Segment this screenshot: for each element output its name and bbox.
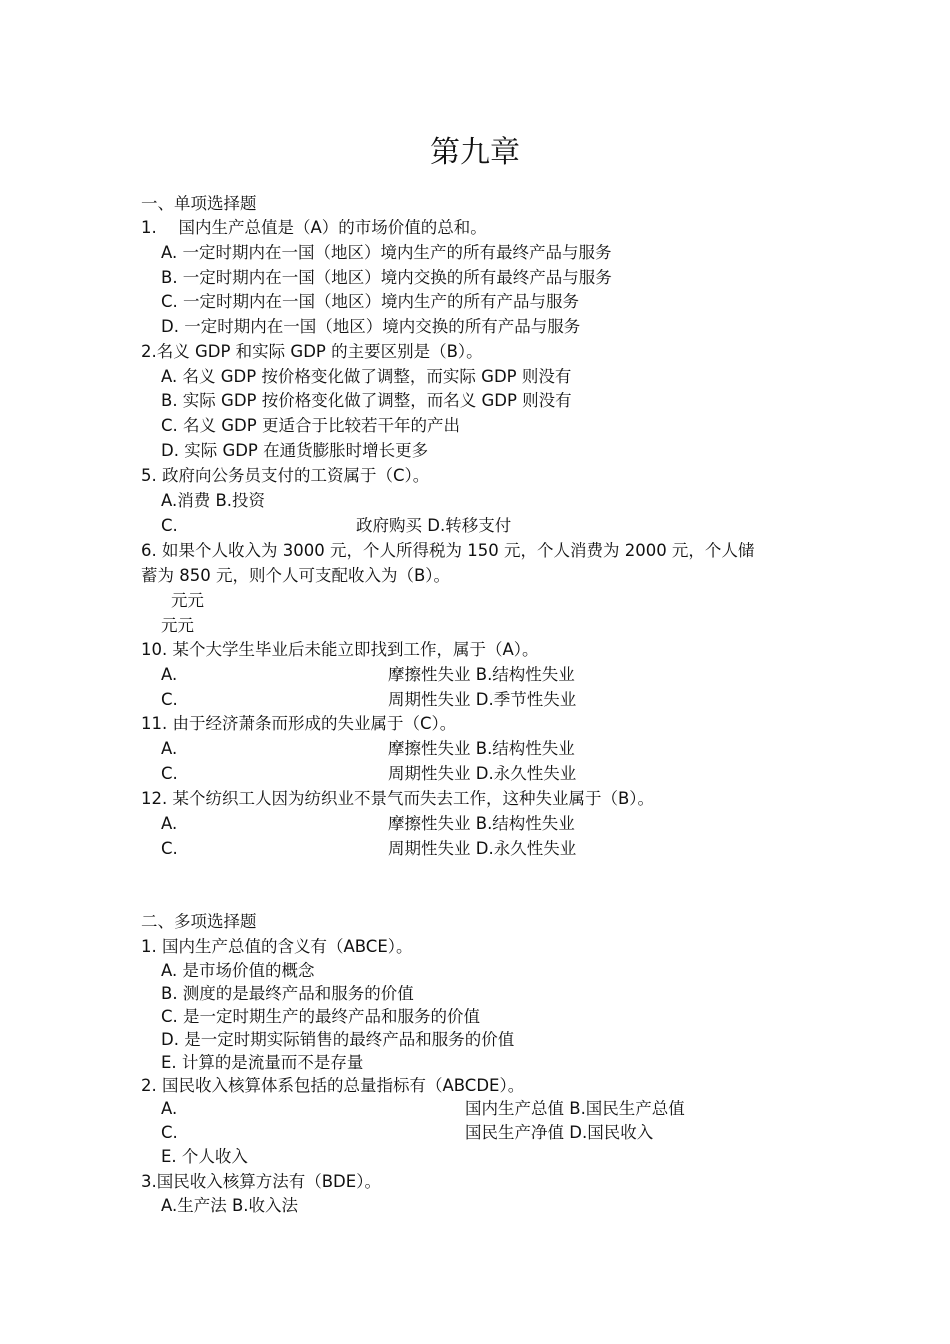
question-6-options-1: 元元 bbox=[171, 591, 204, 610]
mc-question-3-stem: 3.国民收入核算方法有（BDE）。 bbox=[141, 1172, 381, 1191]
mc-question-2-option-c-label: C. bbox=[161, 1123, 178, 1142]
mc-question-2-options-ab: 国内生产总值 B.国民生产总值 bbox=[465, 1099, 685, 1118]
mc-question-2-option-e: E. 个人收入 bbox=[161, 1147, 248, 1166]
question-12-stem: 12. 某个纺织工人因为纺织业不景气而失去工作，这种失业属于（B）。 bbox=[141, 789, 655, 808]
section-heading-multiple-choice: 二、多项选择题 bbox=[141, 912, 257, 931]
question-6-stem-line-2: 蓄为 850 元，则个人可支配收入为（B）。 bbox=[141, 566, 451, 585]
question-6-options-2: 元元 bbox=[161, 616, 194, 635]
question-10-option-c-label: C. bbox=[161, 690, 178, 709]
mc-question-1-option-c: C. 是一定时期生产的最终产品和服务的价值 bbox=[161, 1007, 481, 1026]
question-1-option-c: C. 一定时期内在一国（地区）境内生产的所有产品与服务 bbox=[161, 292, 580, 311]
page-title: 第九章 bbox=[430, 135, 520, 170]
question-1-stem: 1. 国内生产总值是（A）的市场价值的总和。 bbox=[141, 218, 487, 237]
mc-question-2-stem: 2. 国民收入核算体系包括的总量指标有（ABCDE）。 bbox=[141, 1076, 525, 1095]
mc-question-1-stem: 1. 国内生产总值的含义有（ABCE）。 bbox=[141, 937, 413, 956]
question-2-option-a: A. 名义 GDP 按价格变化做了调整，而实际 GDP 则没有 bbox=[161, 367, 572, 386]
question-12-option-a-label: A. bbox=[161, 814, 178, 833]
section-heading-single-choice: 一、单项选择题 bbox=[141, 194, 257, 213]
question-2-option-b: B. 实际 GDP 按价格变化做了调整，而名义 GDP 则没有 bbox=[161, 391, 572, 410]
question-2-option-c: C. 名义 GDP 更适合于比较若干年的产出 bbox=[161, 416, 460, 435]
question-11-options-ab: 摩擦性失业 B.结构性失业 bbox=[388, 739, 575, 758]
question-11-options-cd: 周期性失业 D.永久性失业 bbox=[388, 764, 577, 783]
question-5-option-c-label: C. bbox=[161, 516, 178, 535]
question-6-stem-line-1: 6. 如果个人收入为 3000 元，个人所得税为 150 元，个人消费为 2000 元，个人储 bbox=[141, 541, 755, 560]
question-1-option-d: D. 一定时期内在一国（地区）境内交换的所有产品与服务 bbox=[161, 317, 581, 336]
question-11-option-c-label: C. bbox=[161, 764, 178, 783]
mc-question-2-option-a-label: A. bbox=[161, 1099, 178, 1118]
mc-question-1-option-b: B. 测度的是最终产品和服务的价值 bbox=[161, 984, 414, 1003]
question-2-option-d: D. 实际 GDP 在通货膨胀时增长更多 bbox=[161, 441, 429, 460]
mc-question-1-option-a: A. 是市场价值的概念 bbox=[161, 961, 315, 980]
question-12-options-cd: 周期性失业 D.永久性失业 bbox=[388, 839, 577, 858]
question-12-option-c-label: C. bbox=[161, 839, 178, 858]
question-10-option-a-label: A. bbox=[161, 665, 178, 684]
question-10-options-ab: 摩擦性失业 B.结构性失业 bbox=[388, 665, 575, 684]
question-10-stem: 10. 某个大学生毕业后未能立即找到工作，属于（A）。 bbox=[141, 640, 539, 659]
mc-question-1-option-d: D. 是一定时期实际销售的最终产品和服务的价值 bbox=[161, 1030, 515, 1049]
question-10-options-cd: 周期性失业 D.季节性失业 bbox=[388, 690, 577, 709]
question-5-options-ab: A.消费 B.投资 bbox=[161, 491, 266, 510]
mc-question-3-options-ab: A.生产法 B.收入法 bbox=[161, 1196, 299, 1215]
mc-question-2-options-cd: 国民生产净值 D.国民收入 bbox=[465, 1123, 654, 1142]
question-11-option-a-label: A. bbox=[161, 739, 178, 758]
question-12-options-ab: 摩擦性失业 B.结构性失业 bbox=[388, 814, 575, 833]
question-5-options-cd: 政府购买 D.转移支付 bbox=[356, 516, 512, 535]
question-1-option-b: B. 一定时期内在一国（地区）境内交换的所有最终产品与服务 bbox=[161, 268, 612, 287]
question-1-option-a: A. 一定时期内在一国（地区）境内生产的所有最终产品与服务 bbox=[161, 243, 612, 262]
question-2-stem: 2.名义 GDP 和实际 GDP 的主要区别是（B）。 bbox=[141, 342, 483, 361]
mc-question-1-option-e: E. 计算的是流量而不是存量 bbox=[161, 1053, 364, 1072]
question-5-stem: 5. 政府向公务员支付的工资属于（C）。 bbox=[141, 466, 430, 485]
question-11-stem: 11. 由于经济萧条而形成的失业属于（C）。 bbox=[141, 714, 457, 733]
